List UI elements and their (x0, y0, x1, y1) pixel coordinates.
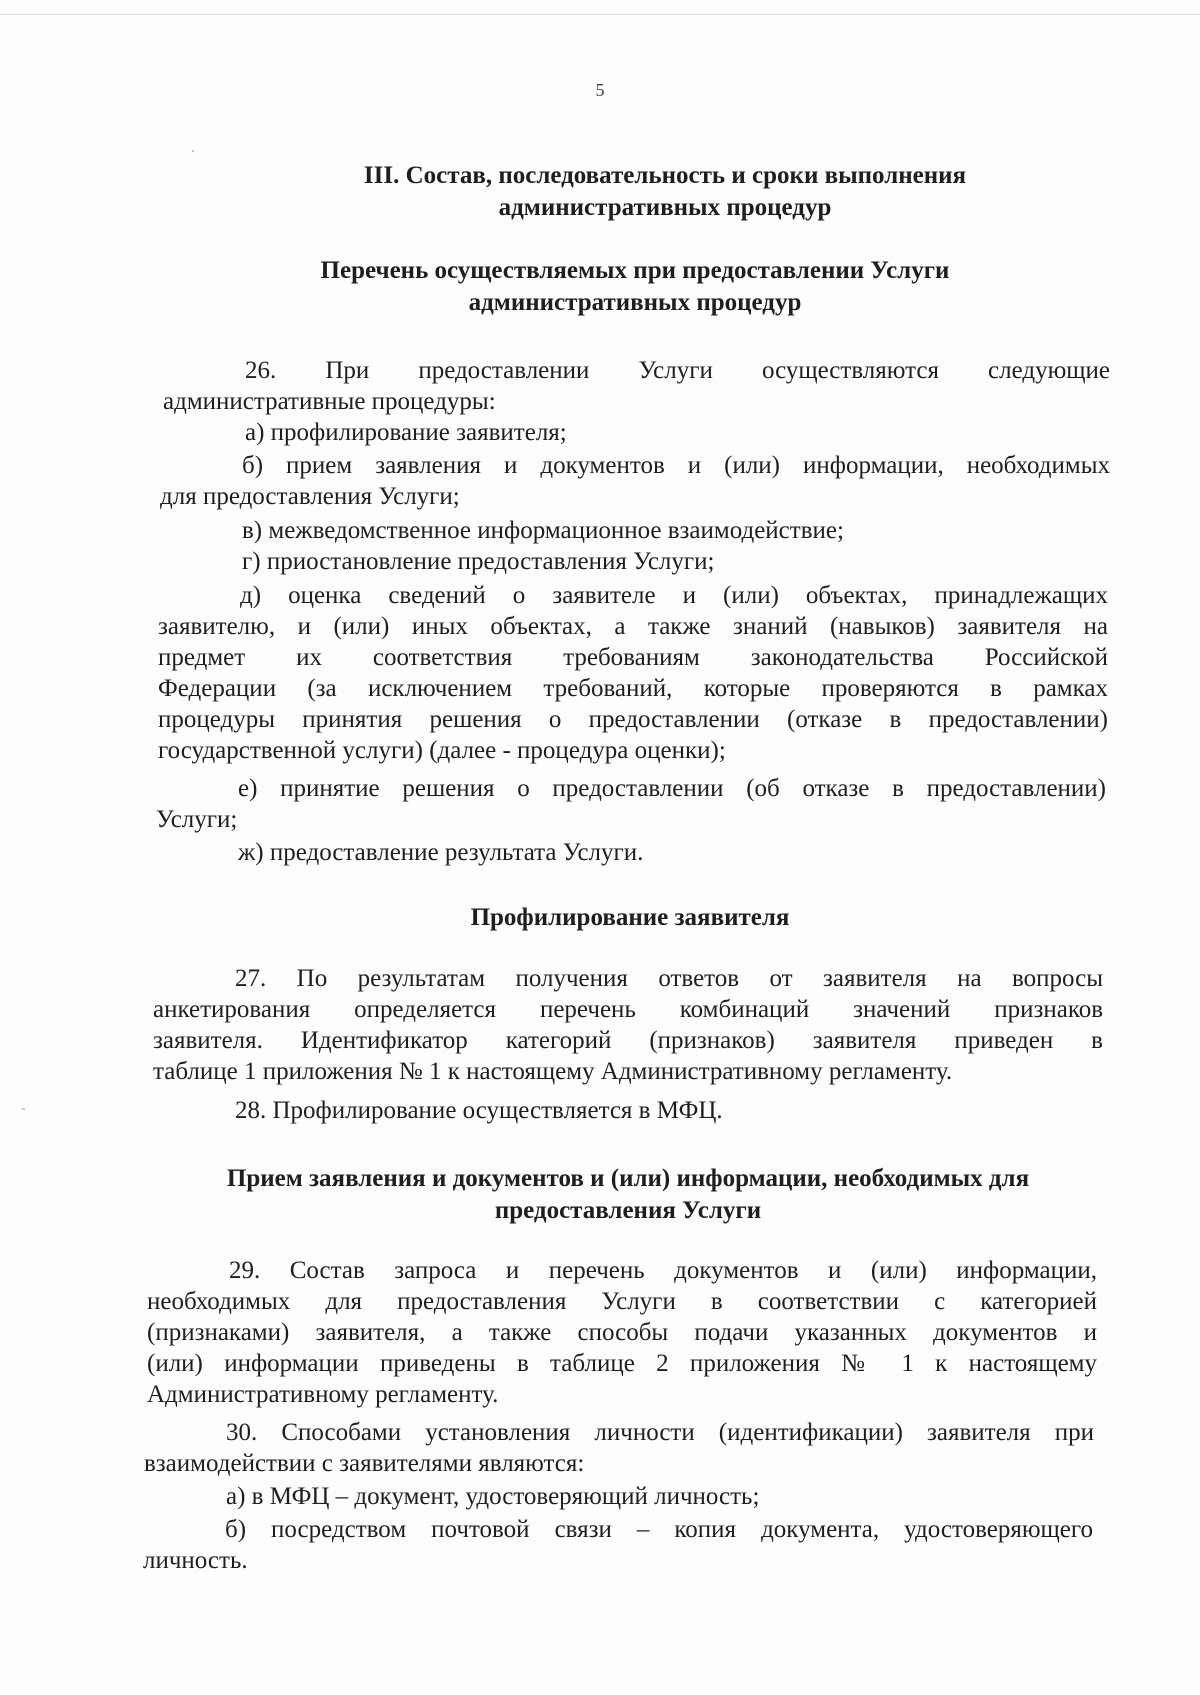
paragraph-line: заявителю, и (или) иных объектах, а также знаний (навыков) заявителя на (158, 613, 1108, 640)
paragraph-line: предмет их соответствия требованиям законодательства Российской (158, 644, 1108, 671)
paragraph-28 (153, 1095, 1103, 1126)
scan-border-line (0, 14, 1200, 15)
subsection-title (255, 255, 1015, 319)
list-item-30-b (143, 1514, 1093, 1576)
paragraph-26 (163, 355, 1110, 417)
paragraph-line: Услуги; (156, 806, 238, 833)
paragraph-line: необходимых для предоставления Услуги в соответствии с категорией (147, 1288, 1097, 1315)
subsection-title (158, 1163, 1098, 1227)
paragraph-line: б) прием заявления и документов и (или) информации, необходимых (242, 452, 1110, 479)
paragraph-line: а) в МФЦ – документ, удостоверяющий личность; (226, 1483, 760, 1510)
subsection-title-line: Перечень осуществляемых при предоставлении Услуги (320, 257, 950, 284)
paragraph-line: для предоставления Услуги; (160, 483, 460, 510)
paragraph-line: 30. Способами установления личности (идентификации) заявителя при (226, 1419, 1094, 1446)
scan-dot (192, 150, 194, 152)
paragraph-line: д) оценка сведений о заявителе и (или) объектах, принадлежащих (240, 582, 1108, 609)
section-title-line: III. Состав, последовательность и сроки выполнения (363, 162, 967, 189)
section-title (300, 160, 1030, 224)
subsection-title-line: Профилирование заявителя (470, 904, 790, 931)
paragraph-27 (153, 963, 1103, 1087)
paragraph-line: 29. Состав запроса и перечень документов и (или) информации, (229, 1257, 1097, 1284)
paragraph-30 (144, 1417, 1094, 1479)
list-item-26-b (160, 450, 1110, 512)
list-item-26-e (156, 773, 1106, 835)
paragraph-line: б) посредством почтовой связи – копия документа, удостоверяющего (225, 1516, 1093, 1543)
paragraph-line: а) профилирование заявителя; (245, 419, 567, 446)
paragraph-line: (или) информации приведены в таблице 2 приложения № 1 к настоящему (147, 1350, 1097, 1377)
list-item-30-a (144, 1481, 1094, 1512)
scan-dot (22, 1108, 25, 1110)
paragraph-line: личность. (143, 1547, 248, 1574)
page-number: 5 (595, 80, 605, 100)
paragraph-line: таблице 1 приложения № 1 к настоящему Административному регламенту. (153, 1058, 953, 1085)
paragraph-line: е) принятие решения о предоставлении (об отказе в предоставлении) (238, 775, 1106, 802)
list-item-26-g (160, 546, 1110, 577)
paragraph-line: 26. При предоставлении Услуги осуществляются следующие (245, 357, 1110, 384)
paragraph-line: процедуры принятия решения о предоставлении (отказе в предоставлении) (158, 706, 1108, 733)
paragraph-line: 27. По результатам получения ответов от заявителя на вопросы (235, 965, 1103, 992)
list-item-26-a (163, 417, 1110, 448)
paragraph-line: административные процедуры: (163, 388, 496, 415)
paragraph-line: (признаками) заявителя, а также способы подачи указанных документов и (147, 1319, 1097, 1346)
subsection-title (300, 902, 960, 934)
paragraph-line: заявителя. Идентификатор категорий (признаков) заявителя приведен в (153, 1027, 1103, 1054)
paragraph-line: государственной услуги) (далее - процедура оценки); (158, 737, 726, 764)
paragraph-line: анкетирования определяется перечень комбинаций значений признаков (153, 996, 1103, 1023)
paragraph-line: 28. Профилирование осуществляется в МФЦ. (235, 1097, 723, 1124)
list-item-26-zh (156, 837, 1106, 868)
subsection-title-line: Прием заявления и документов и (или) информации, необходимых для (226, 1165, 1030, 1192)
paragraph-line: Административному регламенту. (147, 1381, 499, 1408)
subsection-title-line: административных процедур (468, 289, 802, 316)
paragraph-line: взаимодействии с заявителями являются: (144, 1450, 585, 1477)
paragraph-29 (147, 1255, 1097, 1410)
paragraph-line: в) межведомственное информационное взаимодействие; (242, 517, 844, 544)
list-item-26-v (160, 515, 1110, 546)
paragraph-line: ж) предоставление результата Услуги. (238, 839, 644, 866)
paragraph-line: г) приостановление предоставления Услуги; (242, 548, 715, 575)
section-title-line: административных процедур (498, 194, 832, 221)
subsection-title-line: предоставления Услуги (494, 1197, 762, 1224)
list-item-26-d (158, 580, 1108, 766)
paragraph-line: Федерации (за исключением требований, которые проверяются в рамках (158, 675, 1108, 702)
